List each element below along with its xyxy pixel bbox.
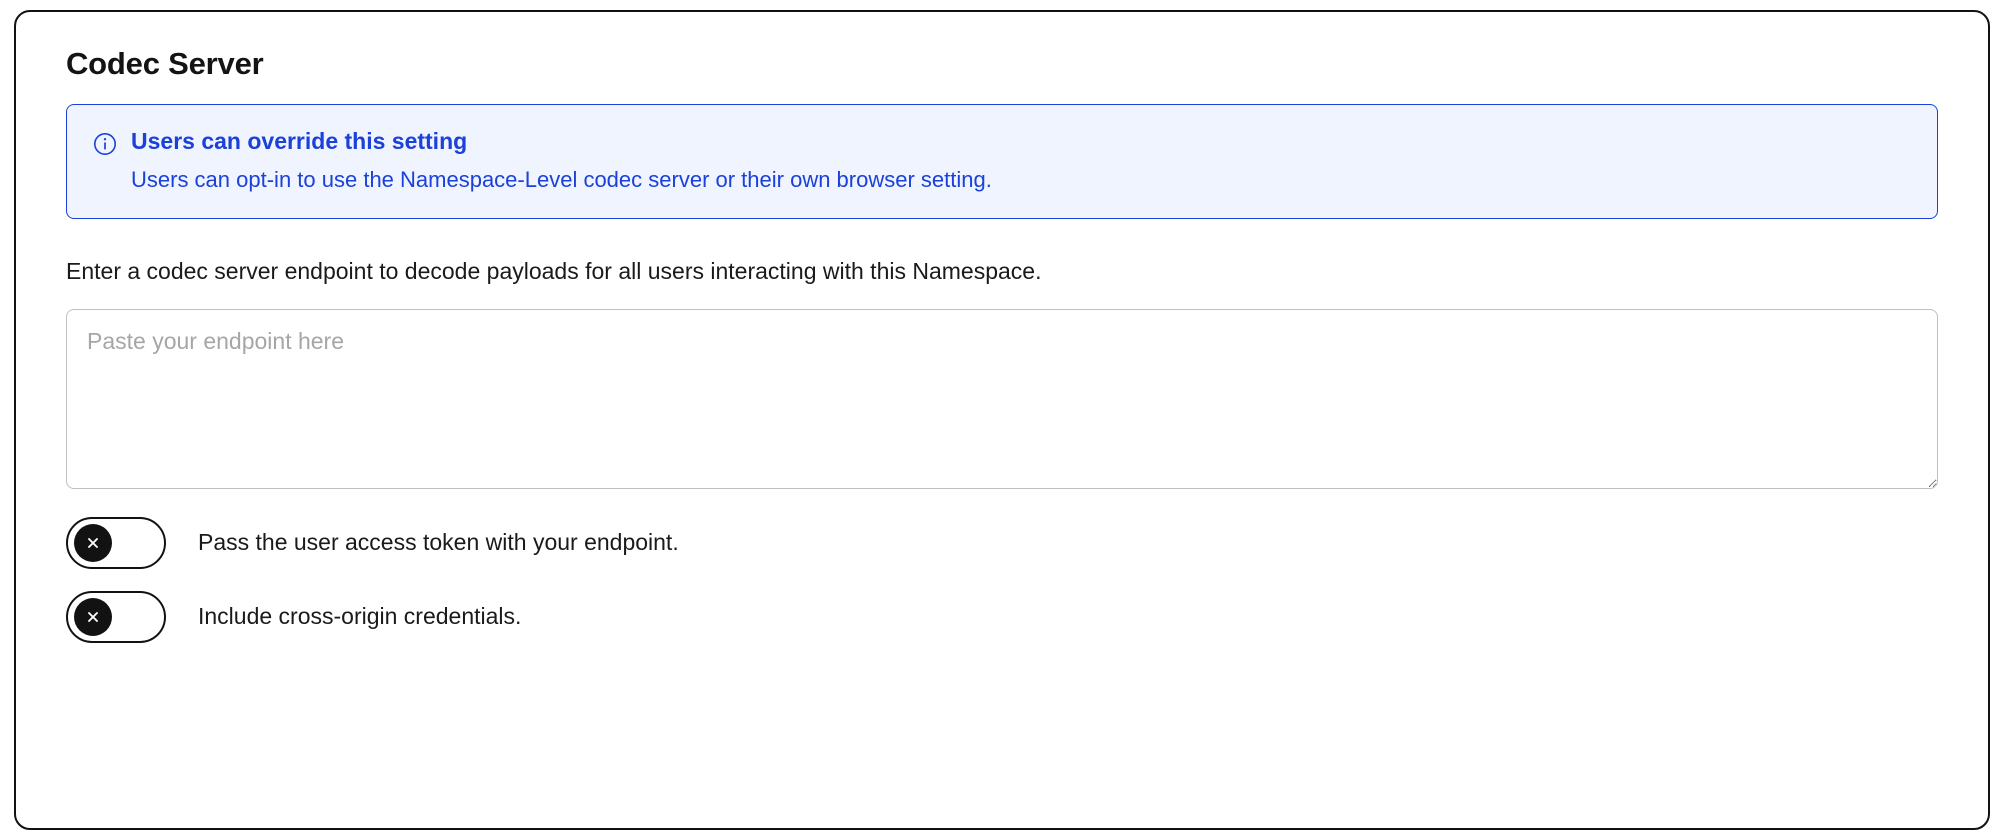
callout-text: Users can opt-in to use the Namespace-Level codec server or their own browser setting. xyxy=(131,166,992,192)
callout-title: Users can override this setting xyxy=(131,128,468,154)
info-icon xyxy=(93,132,117,156)
codec-server-panel xyxy=(14,10,1990,830)
close-icon xyxy=(74,598,112,636)
close-icon xyxy=(74,524,112,562)
include-cross-origin-credentials-label: Include cross-origin credentials. xyxy=(198,603,522,630)
endpoint-input[interactable] xyxy=(66,309,1938,489)
pass-access-token-label: Pass the user access token with your endpoint. xyxy=(198,529,679,556)
include-cross-origin-credentials-toggle[interactable] xyxy=(66,591,166,643)
pass-access-token-toggle[interactable] xyxy=(66,517,166,569)
callout-body xyxy=(131,127,1911,194)
toggle-row-cross-origin xyxy=(66,591,1938,643)
page-title: Codec Server xyxy=(66,46,264,81)
codec-endpoint-description: Enter a codec server endpoint to decode payloads for all users interacting with this Namespace. xyxy=(66,258,1042,285)
toggle-row-access-token xyxy=(66,517,1938,569)
override-notice-callout xyxy=(66,104,1938,219)
